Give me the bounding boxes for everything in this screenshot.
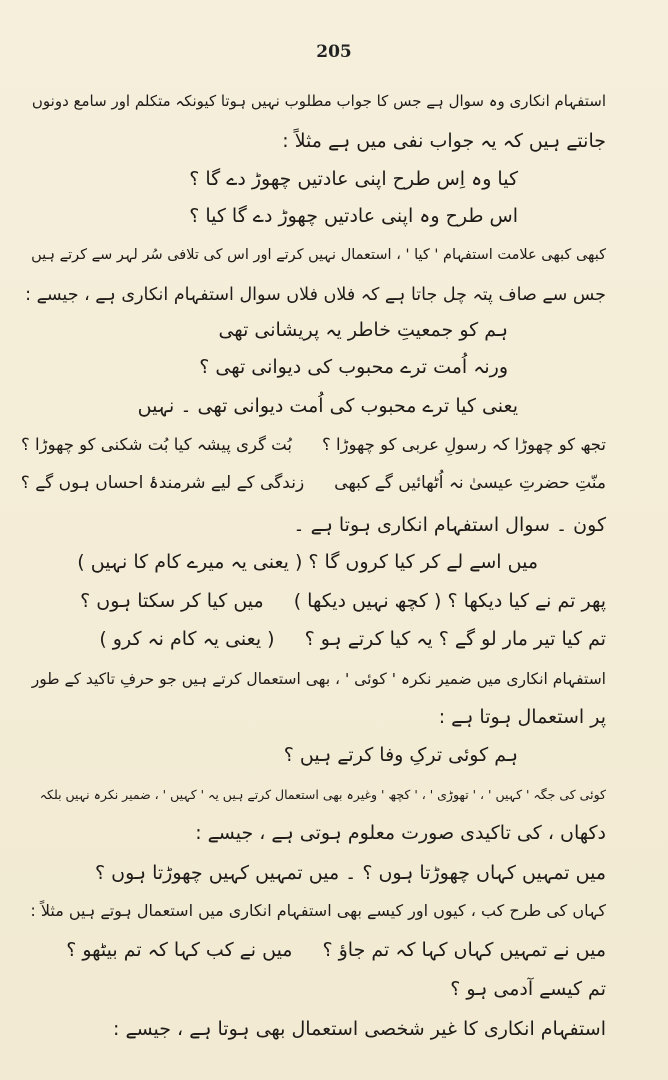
text-line: ہم کو جمعیتِ خاطر یہ پریشانی تھی [218, 319, 508, 341]
example-first: تم کیا تیر مار لو گے ؟ یہ کیا کرتے ہو ؟ [304, 628, 606, 650]
text-line: ورنہ اُمت ترے محبوب کی دیوانی تھی ؟ [199, 356, 508, 378]
text-line: ہم کوئی ترکِ وفا کرتے ہیں ؟ [283, 744, 518, 766]
text-line: دکھاں ، کی تاکیدی صورت معلوم ہوتی ہے ، جیسے : [195, 822, 606, 844]
text-line: جانتے ہیں کہ یہ جواب نفی میں ہے مثلاً : [282, 130, 606, 152]
text-line: استفہام انکاری وہ سوال ہے جس کا جواب مطلوب نہیں ہوتا کیونکہ متکلم اور سامع دونوں [31, 92, 606, 110]
text-line: کبھی کبھی علامت استفہام ' کیا ' ، استعمال نہیں کرتے اور اس کی تلافی سُر لہر سے کرتے ہیں [31, 247, 606, 263]
text-line: کوئی کی جگہ ' کہیں ' ، ' تھوڑی ' ، ' کچھ ' وغیرہ بھی استعمال کرتے ہیں یہ ' کہیں ' ، ضمیر نکرہ نہیں بلکہ [39, 787, 606, 802]
text-line: کیا وہ اِس طرح اپنی عادتیں چھوڑ دے گا ؟ [189, 168, 518, 190]
example-second: ( یعنی یہ کام نہ کرو ) [99, 628, 275, 650]
text-line: جس سے صاف پتہ چل جاتا ہے کہ فلاں فلاں سوال استفہام انکاری ہے ، جیسے : [25, 285, 606, 305]
text-line: میں تمہیں کہاں چھوڑتا ہوں ؟ ۔ میں تمہیں کہیں چھوڑتا ہوں ؟ [95, 862, 606, 884]
example-second: میں کیا کر سکتا ہوں ؟ [80, 590, 264, 612]
text-line: استفہام انکاری میں ضمیر نکرہ ' کوئی ' ، بھی استعمال کرتے ہیں جو حرفِ تاکید کے طور [31, 670, 606, 688]
example-first: میں نے تمہیں کہاں کہا کہ تم جاؤ ؟ [322, 939, 606, 961]
example-line [99, 626, 606, 652]
couplet-first-half: تجھ کو چھوڑا کہ رسولِ عربی کو چھوڑا ؟ [321, 435, 606, 454]
text-line: پر استعمال ہوتا ہے : [438, 706, 606, 728]
text-line: استفہام انکاری کا غیر شخصی استعمال بھی ہوتا ہے ، جیسے : [113, 1018, 606, 1040]
couplet-line [21, 470, 606, 496]
text-line: کون ۔ سوال استفہام انکاری ہوتا ہے ۔ [293, 514, 606, 536]
example-line [80, 588, 606, 614]
example-first: پھر تم نے کیا دیکھا ؟ ( کچھ نہیں دیکھا ) [293, 590, 606, 612]
couplet-second-half: بُت گری پیشہ کیا بُت شکنی کو چھوڑا ؟ [21, 435, 292, 454]
page-number: 205 [316, 42, 352, 62]
text-line: میں اسے لے کر کیا کروں گا ؟ ( یعنی یہ میرے کام کا نہیں ) [77, 551, 538, 573]
couplet-second-half: زندگی کے لیے شرمندۂ احساں ہوں گے ؟ [20, 473, 305, 493]
couplet-first-half: منّتِ حضرتِ عیسیٰ نہ اُٹھائیں گے کبھی [334, 473, 606, 493]
example-line [66, 937, 606, 963]
text-line: تم کیسے آدمی ہو ؟ [450, 978, 606, 1000]
text-line: اس طرح وہ اپنی عادتیں چھوڑ دے گا کیا ؟ [189, 205, 518, 227]
text-line: یعنی کیا ترے محبوب کی اُمت دیوانی تھی ۔ نہیں [137, 395, 518, 417]
couplet-line [21, 432, 606, 458]
example-second: میں نے کب کہا کہ تم بیٹھو ؟ [66, 939, 293, 961]
text-line: کہاں کی طرح کب ، کیوں اور کیسے بھی استفہام انکاری میں استعمال ہوتے ہیں مثلاً : [30, 901, 606, 920]
